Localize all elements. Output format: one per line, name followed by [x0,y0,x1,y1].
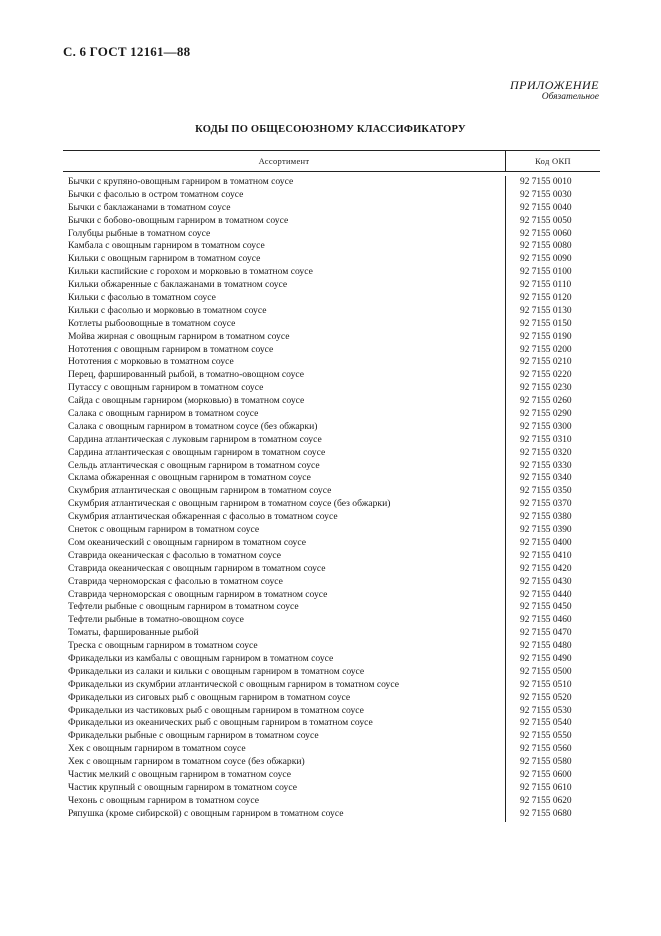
table-row-code: 92 7155 0430 [520,576,572,587]
appendix-subtitle: Обязательное [541,92,599,102]
table-row-code: 92 7155 0390 [520,525,572,536]
table-row-name: Сайда с овощным гарниром (морковью) в томатном соусе [68,395,305,407]
table-row-code: 92 7155 0060 [520,228,572,239]
table-row-code: 92 7155 0620 [520,795,572,806]
table-row-name: Тефтели рыбные в томатно-овощном соусе [68,614,244,626]
table-row-name: Скумбрия атлантическая с овощным гарниром в томатном соусе [68,485,332,497]
table-row-name: Сельдь атлантическая с овощным гарниром в томатном соусе [68,459,320,471]
assortment-column [63,176,506,822]
table-row-name: Частик крупный с овощным гарниром в томатном соусе [68,781,297,793]
table-row-name: Кильки с овощным гарниром в томатном соусе [68,253,261,265]
table-row-name: Нототения с морковью в томатном соусе [68,356,234,368]
table-row-code: 92 7155 0540 [520,718,572,729]
table-row-name: Скумбрия атлантическая обжаренная с фасолью в томатном соусе [68,511,338,523]
table-row-name: Мойва жирная с овощным гарниром в томатном соусе [68,330,290,342]
table-row-name: Бычки с баклажанами в томатном соусе [68,201,231,213]
table-row-code: 92 7155 0460 [520,615,572,626]
table-row-name: Ставрида океаническая с овощным гарниром в томатном соусе [68,562,326,574]
table-row-name: Ряпушка (кроме сибирской) с овощным гарниром в томатном соусе [68,807,344,819]
codes-table [63,150,600,822]
table-row-name: Нототения с овощным гарниром в томатном соусе [68,343,274,355]
table-row-name: Ставрида черноморская с фасолью в томатном соусе [68,575,283,587]
table-row-code: 92 7155 0480 [520,641,572,652]
table-row-name: Сардина атлантическая с овощным гарниром в томатном соусе [68,446,326,458]
table-row-name: Снеток с овощным гарниром в томатном соусе [68,524,260,536]
table-row-name: Салака с овощным гарниром в томатном соусе (без обжарки) [68,420,318,432]
table-row-name: Бычки с крупяно-овощным гарниром в томатном соусе [68,176,294,187]
table-row-name: Салака с овощным гарниром в томатном соусе [68,408,259,420]
table-row-name: Хек с овощным гарниром в томатном соусе (без обжарки) [68,756,305,768]
table-row-code: 92 7155 0110 [520,280,572,291]
table-row-code: 92 7155 0200 [520,344,572,355]
table-row-name: Фрикадельки из салаки и кильки с овощным гарниром в томатном соусе [68,665,365,677]
okp-code-column [506,176,600,822]
table-row-code: 92 7155 0150 [520,318,572,329]
table-row-code: 92 7155 0130 [520,305,572,316]
table-row-code: 92 7155 0440 [520,589,572,600]
table-row-code: 92 7155 0220 [520,370,572,381]
table-row-name: Ставрида черноморская с овощным гарниром в томатном соусе [68,588,328,600]
table-row-code: 92 7155 0520 [520,692,572,703]
table-row-name: Фрикадельки из сиговых рыб с овощным гарниром в томатном соусе [68,691,351,703]
table-row-code: 92 7155 0550 [520,731,572,742]
table-row-name: Кильки каспийские с горохом и морковью в томатном соусе [68,266,313,278]
table-row-code: 92 7155 0400 [520,537,572,548]
table-row-name: Перец, фаршированный рыбой, в томатно-овощном соусе [68,369,305,381]
table-row-name: Камбала с овощным гарниром в томатном соусе [68,240,265,252]
table-row-name: Кильки обжаренные с баклажанами в томатном соусе [68,279,288,291]
table-row-name: Сом океанический с овощным гарниром в томатном соусе [68,536,306,548]
table-row-name: Кильки с фасолью и морковью в томатном соусе [68,304,267,316]
table-row-name: Голубцы рыбные в томатном соусе [68,227,211,239]
table-row-code: 92 7155 0490 [520,653,572,664]
table-row-name: Треска с овощным гарниром в томатном соусе [68,640,258,652]
table-row-name: Фрикадельки рыбные с овощным гарниром в томатном соусе [68,730,319,742]
table-row-code: 92 7155 0470 [520,628,572,639]
document-title: КОДЫ ПО ОБЩЕСОЮЗНОМУ КЛАССИФИКАТОРУ [195,124,466,135]
appendix-title: ПРИЛОЖЕНИЕ [510,78,599,92]
table-row-code: 92 7155 0600 [520,769,572,780]
table-row-code: 92 7155 0090 [520,254,572,265]
table-row-name: Путассу с овощным гарниром в томатном соусе [68,382,264,394]
table-row-code: 92 7155 0370 [520,499,572,510]
table-row-code: 92 7155 0340 [520,473,572,484]
table-row-name: Ставрида океаническая с фасолью в томатном соусе [68,549,282,561]
table-row-code: 92 7155 0410 [520,550,572,561]
table-row-code: 92 7155 0040 [520,202,572,213]
table-row-name: Фрикадельки из океанических рыб с овощным гарниром в томатном соусе [68,717,373,729]
page-header: С. 6 ГОСТ 12161—88 [63,44,191,59]
table-row-code: 92 7155 0010 [520,177,572,187]
table-row-code: 92 7155 0560 [520,744,572,755]
table-row-code: 92 7155 0380 [520,512,572,523]
table-row-name: Склама обжаренная с овощным гарниром в томатном соусе [68,472,311,484]
table-row-name: Сардина атлантическая с луковым гарниром в томатном соусе [68,433,322,445]
table-row-code: 92 7155 0580 [520,757,572,768]
table-row-name: Фрикадельки из частиковых рыб с овощным гарниром в томатном соусе [68,704,364,716]
table-row-code: 92 7155 0350 [520,486,572,497]
appendix-label [510,79,599,103]
table-row-code: 92 7155 0300 [520,421,572,432]
table-row-code: 92 7155 0500 [520,666,572,677]
table-row-name: Фрикадельки из камбалы с овощным гарниром в томатном соусе [68,652,334,664]
table-row-name: Кильки с фасолью в томатном соусе [68,292,216,304]
table-row-code: 92 7155 0450 [520,602,572,613]
table-row-code: 92 7155 0330 [520,460,572,471]
table-row-code: 92 7155 0420 [520,563,572,574]
table-row-name: Котлеты рыбоовощные в томатном соусе [68,317,236,329]
table-row-code: 92 7155 0080 [520,241,572,252]
column-header-assortment: Ассортимент [63,151,506,171]
table-row-code: 92 7155 0290 [520,409,572,420]
table-body [63,172,600,822]
table-row-name: Бычки с бобово-овощным гарниром в томатном соусе [68,214,289,226]
table-row-code: 92 7155 0030 [520,189,572,200]
table-row-name: Фрикадельки из скумбрии атлантической с овощным гарниром в томатном соусе [68,678,399,690]
table-row-code: 92 7155 0530 [520,705,572,716]
table-row-name: Бычки с фасолью в остром томатном соусе [68,188,244,200]
column-header-okp-code: Код ОКП [535,156,571,166]
table-row-code: 92 7155 0610 [520,782,572,793]
table-row-code: 92 7155 0510 [520,679,572,690]
table-row-name: Скумбрия атлантическая с овощным гарниром в томатном соусе (без обжарки) [68,498,391,510]
table-row-name: Томаты, фаршированные рыбой [68,627,199,639]
table-row-name: Частик мелкий с овощным гарниром в томатном соусе [68,768,292,780]
table-row-code: 92 7155 0190 [520,331,572,342]
table-row-code: 92 7155 0100 [520,267,572,278]
table-row-code: 92 7155 0210 [520,357,572,368]
table-row-code: 92 7155 0310 [520,434,572,445]
table-row-name: Чехонь с овощным гарниром в томатном соусе [68,794,259,806]
table-row-code: 92 7155 0120 [520,293,572,304]
table-row-code: 92 7155 0260 [520,396,572,407]
table-row-code: 92 7155 0050 [520,215,572,226]
table-row-name: Хек с овощным гарниром в томатном соусе [68,743,246,755]
table-header [63,150,600,172]
table-row-code: 92 7155 0680 [520,808,572,819]
table-row-code: 92 7155 0320 [520,447,572,458]
table-row-name: Тефтели рыбные с овощным гарниром в томатном соусе [68,601,299,613]
table-row-code: 92 7155 0230 [520,383,572,394]
